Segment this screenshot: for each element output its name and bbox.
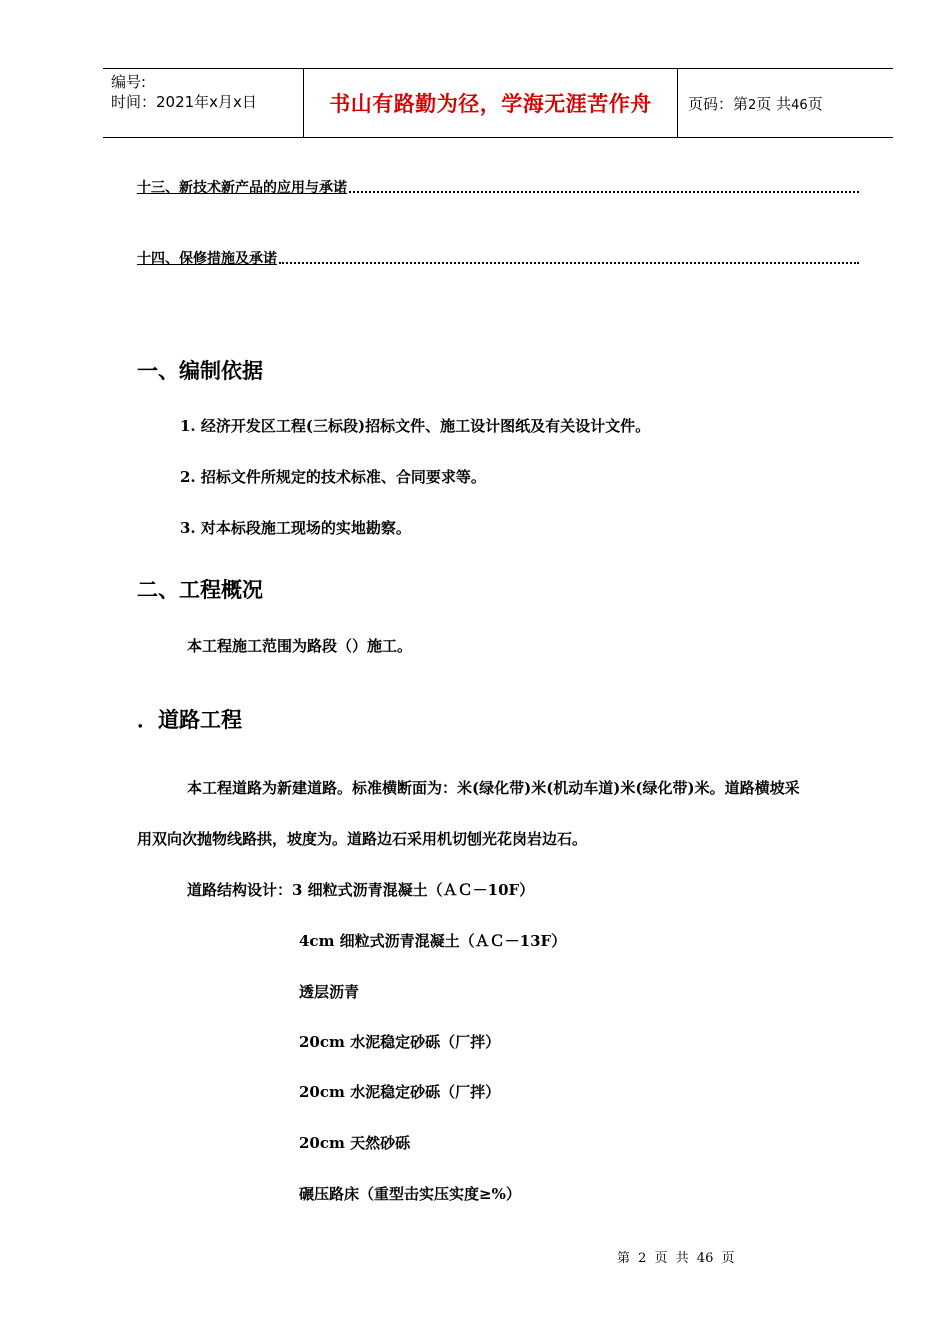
- paragraph-line: 用双向次抛物线路拱，坡度为。道路边石采用机切刨光花岗岩边石。: [137, 830, 588, 848]
- toc-entry-label[interactable]: 十三、新技术新产品的应用与承诺: [137, 180, 347, 196]
- toc-leader-dots: [349, 191, 859, 193]
- document-number-label: 编号:: [111, 73, 147, 91]
- list-item: 2. 招标文件所规定的技术标准、合同要求等。: [180, 468, 486, 486]
- toc-entry[interactable]: [137, 248, 859, 268]
- section-heading: 一、编制依据: [137, 359, 263, 383]
- toc-entry-label[interactable]: 十四、保修措施及承诺: [137, 251, 277, 267]
- paragraph: 本工程施工范围为路段（）施工。: [187, 637, 413, 655]
- section-heading: ．道路工程: [137, 708, 242, 732]
- page-info: [688, 93, 823, 114]
- header-slogan-cell: [304, 69, 678, 137]
- structure-layer: 20cm 天然砂砾: [299, 1134, 411, 1152]
- page-current: 2: [748, 97, 757, 113]
- page-suffix: 页: [807, 94, 823, 113]
- section-heading: 二、工程概况: [137, 578, 263, 602]
- page-mid: 页 共: [756, 94, 792, 113]
- document-date: 时间：2021年x月x日: [111, 93, 257, 111]
- page-header: [103, 68, 893, 138]
- structure-layer: 透层沥青: [299, 983, 360, 1001]
- page-footer: 第 2 页 共 46 页: [617, 1251, 735, 1266]
- page-total: 46: [791, 97, 808, 113]
- structure-label: 道路结构设计：3 细粒式沥青混凝土（ＡＣ－10F）: [187, 881, 535, 899]
- header-meta: [103, 69, 304, 137]
- structure-layer: 碾压路床（重型击实压实度≥%）: [299, 1185, 521, 1203]
- header-page-info: [678, 69, 893, 137]
- header-slogan: 书山有路勤为径，学海无涯苦作舟: [329, 92, 652, 116]
- structure-layer: 4cm 细粒式沥青混凝土（ＡＣ－13F）: [299, 932, 567, 950]
- structure-layer: 20cm 水泥稳定砂砾（厂拌）: [299, 1083, 501, 1101]
- paragraph-line: 本工程道路为新建道路。标准横断面为：米(绿化带)米(机动车道)米(绿化带)米。道路横坡采: [187, 779, 800, 797]
- list-item: 1. 经济开发区工程(三标段)招标文件、施工设计图纸及有关设计文件。: [180, 417, 651, 435]
- structure-layer: 20cm 水泥稳定砂砾（厂拌）: [299, 1033, 501, 1051]
- toc-entry[interactable]: [137, 177, 859, 197]
- page-prefix: 页码：第: [688, 94, 749, 113]
- toc-leader-dots: [279, 262, 859, 264]
- list-item: 3. 对本标段施工现场的实地勘察。: [180, 519, 411, 537]
